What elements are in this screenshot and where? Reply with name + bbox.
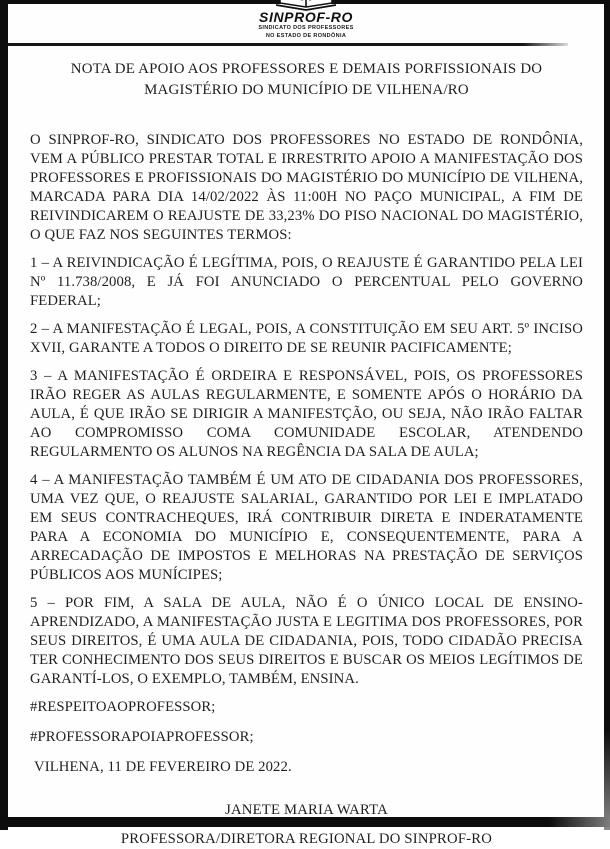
list-item-1: 1 – A REIVINDICAÇÃO É LEGÍTIMA, POIS, O REAJUSTE É GARANTIDO PELA LEI Nº 11.738/2008, E JÁ FOI ANUNCIADO O PERCENTUAL PELO GOVERNO FEDERAL;	[30, 255, 583, 309]
signature-name: JANETE MARIA WARTA	[225, 802, 388, 818]
list-item-5: 5 – POR FIM, A SALA DE AULA, NÃO É O ÚNICO LOCAL DE ENSINO-APRENDIZADO, A MANIFESTAÇÃO JUSTA E LEGITIMA DOS PROFESSORES, POR SEUS DIREITOS, É UMA AULA DE CIDADANIA, POIS, TODO CIDADÃO PRECISA TER CONHECIMENTO DOS SEUS DIREITOS E BUSCAR OS MEIOS LEGÍTIMOS DE GARANTÍ-LOS, O EXEMPLO, TAMBÉM, ENSINA.	[30, 595, 583, 687]
logo-subtitle-line2: NO ESTADO DE RONDÔNIA	[265, 32, 347, 39]
list-item-2: 2 – A MANIFESTAÇÃO É LEGAL, POIS, A CONSTITUIÇÃO EM SEU ART. 5º INCISO XVII, GARANTE A TODOS O DIREITO DE SE REUNIR PACIFICAMENTE;	[30, 321, 583, 356]
frame-border-right	[604, 0, 610, 830]
document-body	[30, 59, 583, 849]
list-item-4: 4 – A MANIFESTAÇÃO TAMBÉM É UM ATO DE CIDADANIA DOS PROFESSORES, UMA VEZ QUE, O REAJUSTE SALARIAL, GARANTIDO POR LEI E IMPLATADO EM SEUS CONTRACHEQUES, IRÁ CONTRIBUIR DIRETA E INDERATAMENTE PARA A ECONOMIA DO MUNICÍPIO E, CONSEQUENTEMENTE, PARA A ARRECADAÇÃO DE IMPOSTOS E MELHORAS NA PRESTAÇÃO DE SERVIÇOS PÚBLICOS AOS MUNÍCIPES;	[30, 472, 583, 583]
sinprof-logo	[8, 0, 604, 39]
intro-paragraph: O SINPROF-RO, SINDICATO DOS PROFESSORES NO ESTADO DE RONDÔNIA, VEM A PÚBLICO PRESTAR TOTAL E IRRESTRITO APOIO A MANIFESTAÇÃO DOS PROFESSORES E PROFISSIONAIS DO MAGISTÉRIO DO MUNICÍPIO DE VILHENA, MARCADA PARA DIA 14/02/2022 ÀS 11:00H NO PAÇO MUNICIPAL, A FIM DE REIVINDICAREM O REAJUSTE DE 33,23% DO PISO NACIONAL DO MAGISTÉRIO, O QUE FAZ NOS SEGUINTES TERMOS:	[30, 132, 583, 243]
hashtag-respeito: #RESPEITOAOPROFESSOR;	[30, 699, 216, 715]
logo-org-name: SINPROF-RO	[259, 9, 353, 25]
document-title: NOTA DE APOIO AOS PROFESSORES E DEMAIS PORFISSIONAIS DO MAGISTÉRIO DO MUNICÍPIO DE VILHENA/RO	[70, 61, 543, 98]
logo-subtitle-line1: SINDICATO DOS PROFESSORES	[258, 25, 354, 31]
frame-border-left	[0, 0, 8, 830]
hashtag-professor-apoia: #PROFESSORAPOIAPROFESSOR;	[30, 729, 254, 745]
dateline: VILHENA, 11 DE FEVEREIRO DE 2022.	[34, 759, 292, 775]
signature-block	[30, 801, 583, 849]
header-divider	[8, 43, 568, 46]
list-item-3: 3 – A MANIFESTAÇÃO É ORDEIRA E RESPONSÁVEL, POIS, OS PROFESSORES IRÃO REGER AS AULAS REGULARMENTE, E SOMENTE APÓS O HORÁRIO DA AULA, É QUE IRÃO SE DIRIGIR A MANIFESTÇÃO, OU SEJA, NÃO IRÃO FALTAR AO COMPROMISSO COMA COMUNIDADE ESCOLAR, ATENDENDO REGULARMENTO OS ALUNOS NA REGÊNCIA DA SALA DE AULA;	[30, 368, 583, 460]
signature-role: PROFESSORA/DIRETORA REGIONAL DO SINPROF-RO	[120, 831, 493, 847]
